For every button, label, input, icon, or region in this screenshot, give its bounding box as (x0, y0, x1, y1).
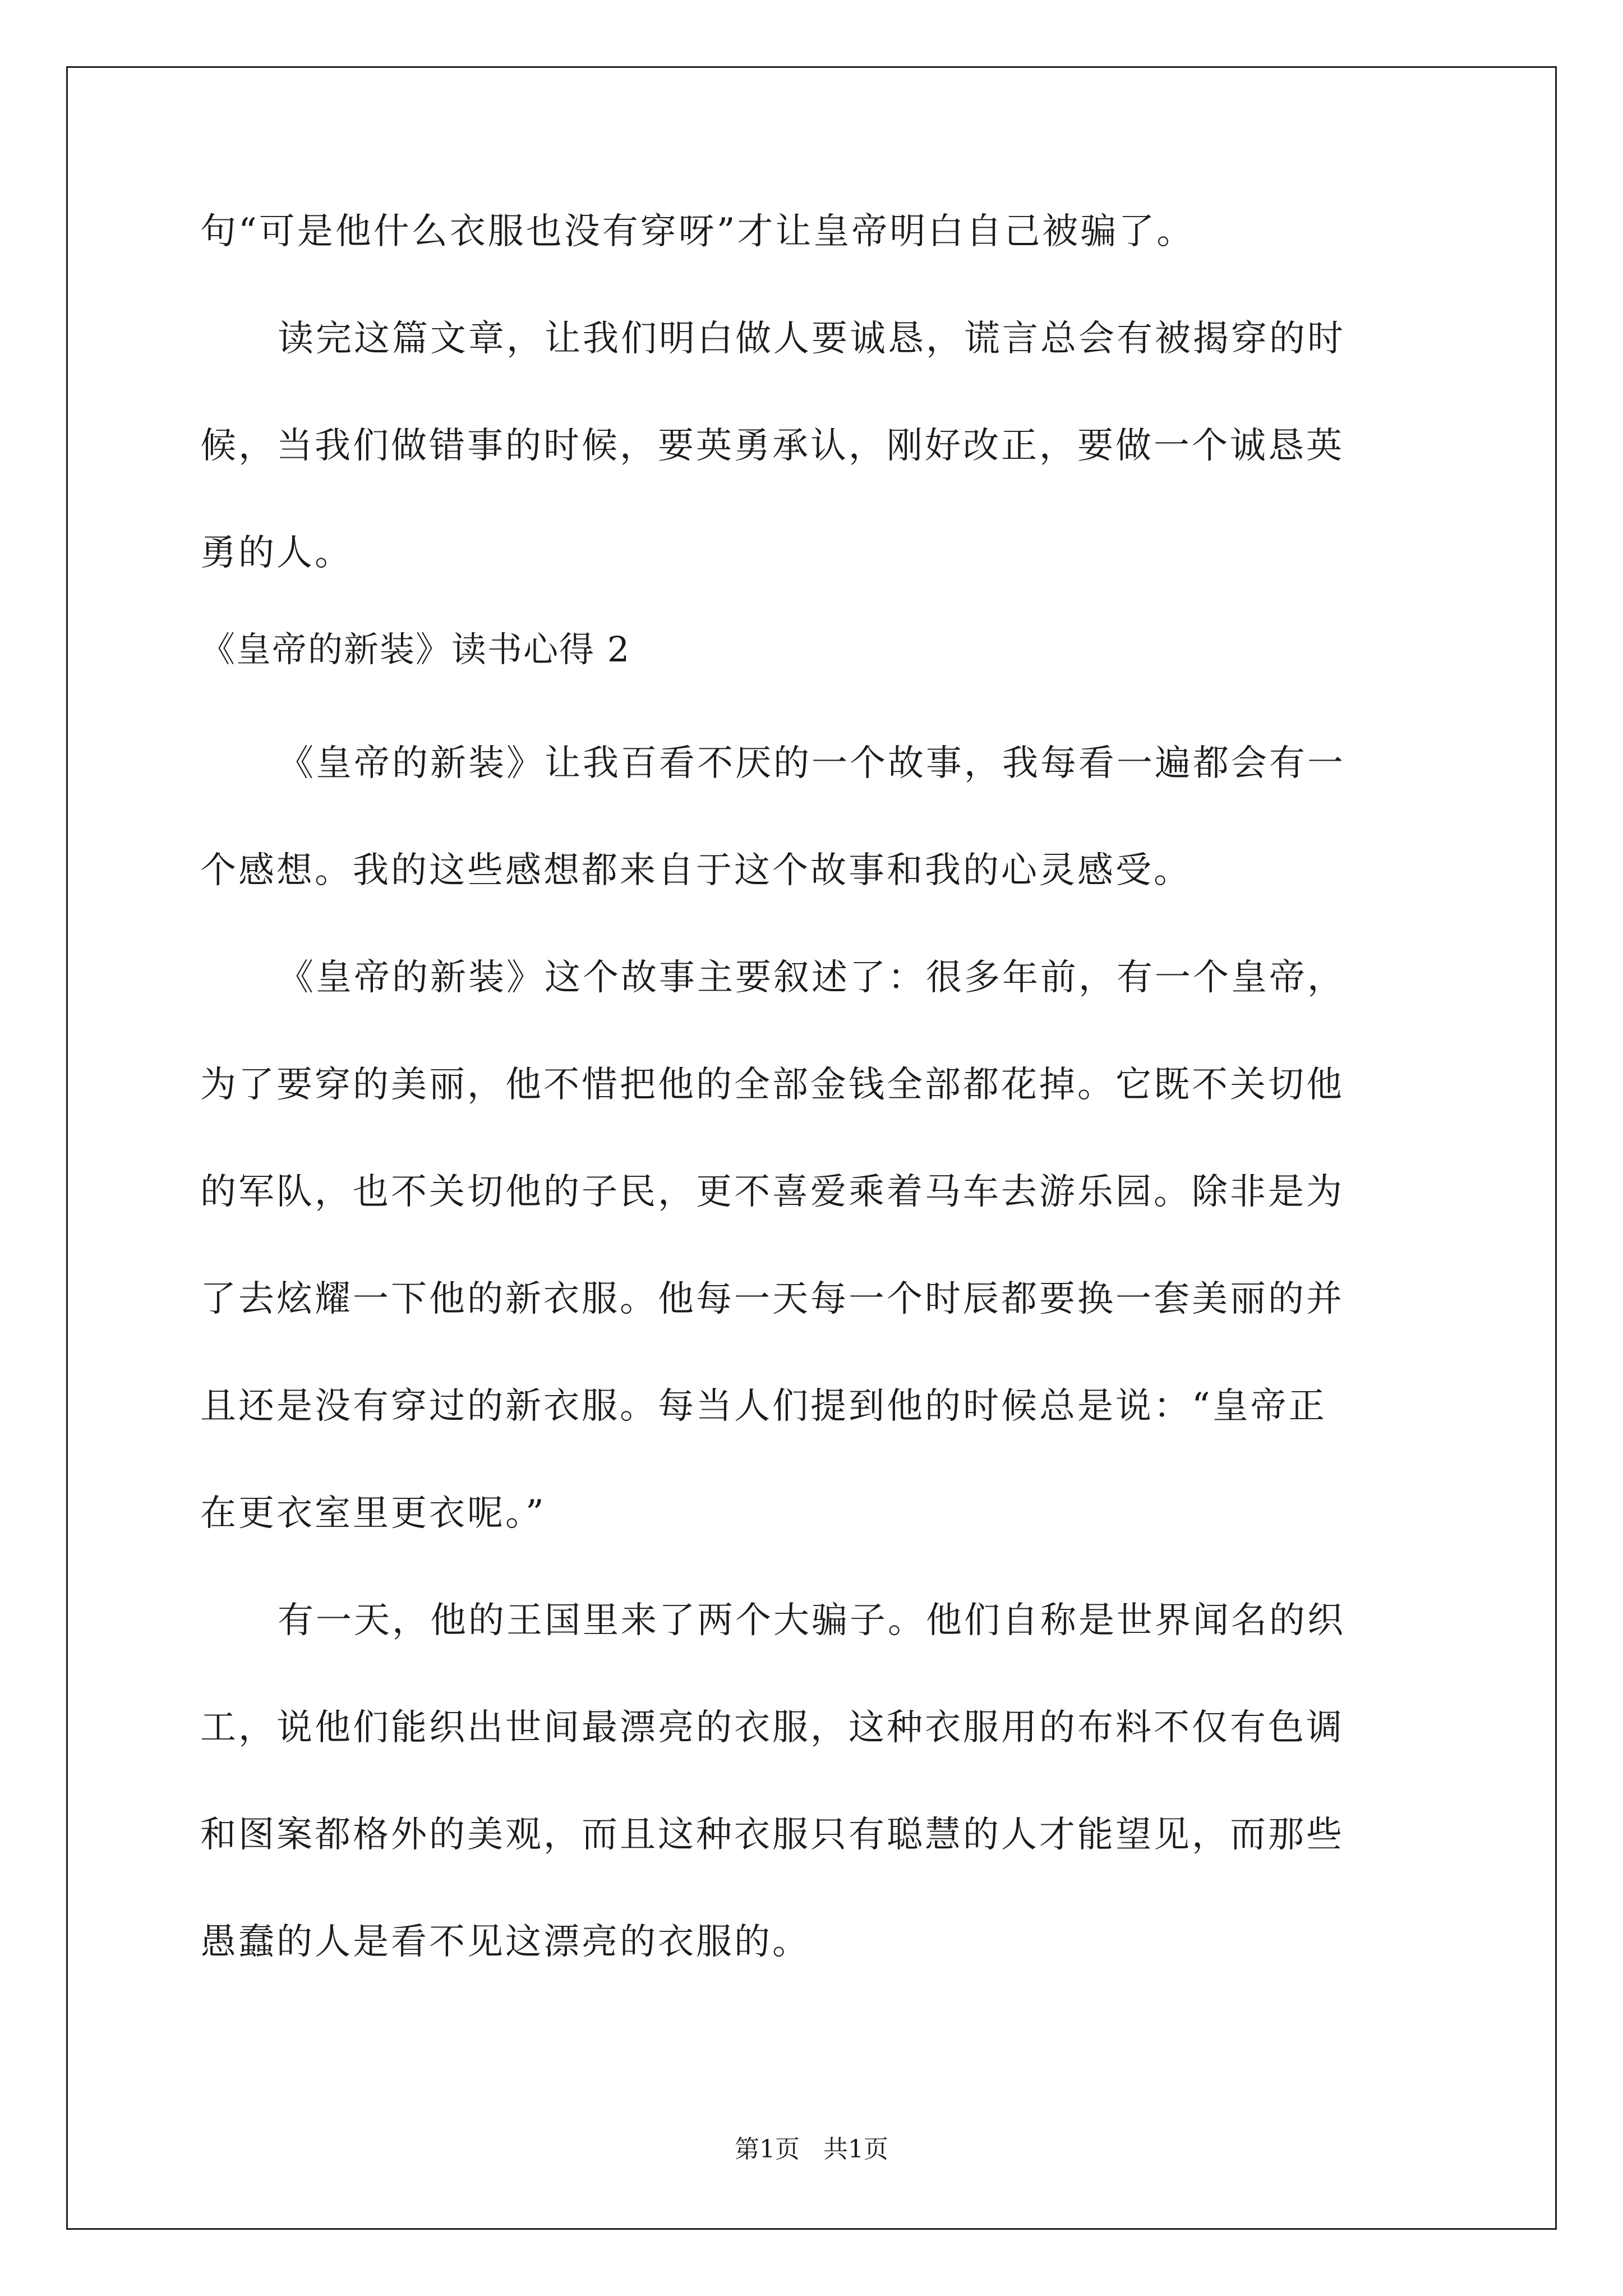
section-heading: 《皇帝的新装》读书心得 2 (200, 629, 631, 670)
paragraph-line: 和图案都格外的美观，而且这种衣服只有聪慧的人才能望见，而那些 (200, 1814, 1344, 1856)
paragraph-line: 读完这篇文章，让我们明白做人要诚恳，谎言总会有被揭穿的时 (278, 318, 1345, 360)
paragraph-line: 句“可是他什么衣服也没有穿呀”才让皇帝明白自己被骗了。 (200, 211, 1195, 252)
document-body (200, 213, 1434, 1961)
page-number-footer: 第1页 共1页 (735, 2135, 888, 2164)
paragraph-line: 的军队，也不关切他的子民，更不喜爱乘着马车去游乐园。除非是为 (200, 1171, 1344, 1213)
paragraph-line: 为了要穿的美丽，他不惜把他的全部金钱全部都花掉。它既不关切他 (200, 1064, 1344, 1106)
paragraph-line: 勇的人。 (200, 532, 353, 574)
paragraph-line: 在更衣室里更衣呢。” (200, 1493, 546, 1534)
paragraph-line: 愚蠢的人是看不见这漂亮的衣服的。 (200, 1921, 810, 1963)
paragraph-line: 且还是没有穿过的新衣服。每当人们提到他的时候总是说：“皇帝正 (200, 1386, 1327, 1427)
paragraph-line: 《皇帝的新装》让我百看不厌的一个故事，我每看一遍都会有一 (278, 743, 1345, 784)
paragraph-line: 了去炫耀一下他的新衣服。他每一天每一个时辰都要换一套美丽的并 (200, 1278, 1344, 1320)
paragraph-line: 工，说他们能织出世间最漂亮的衣服，这种衣服用的布料不仅有色调 (200, 1707, 1344, 1749)
paragraph-line: 《皇帝的新装》这个故事主要叙述了：很多年前，有一个皇帝， (278, 957, 1345, 999)
paragraph-line: 候，当我们做错事的时候，要英勇承认，刚好改正，要做一个诚恳英 (200, 425, 1344, 467)
paragraph-line: 有一天，他的王国里来了两个大骗子。他们自称是世界闻名的织 (278, 1600, 1345, 1641)
paragraph-line: 个感想。我的这些感想都来自于这个故事和我的心灵感受。 (200, 850, 1192, 891)
